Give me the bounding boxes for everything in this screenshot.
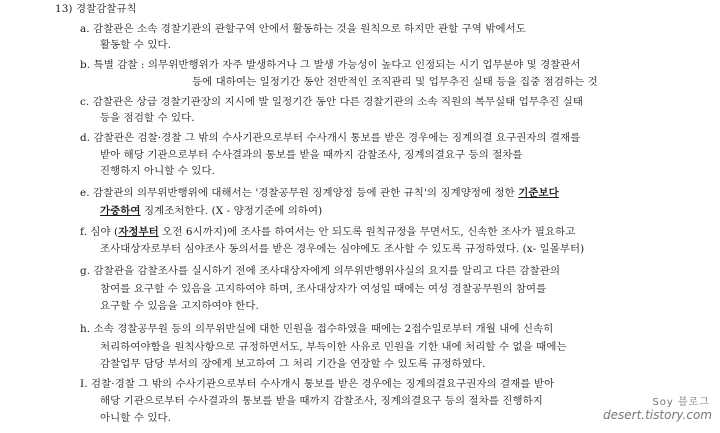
item-e-emphasis-2: 가중하여	[100, 205, 141, 217]
item-e-emphasis-1: 기준보다	[518, 187, 559, 199]
item-e-text-1: e. 감찰관의 의무위반행위에 대해서는 '경찰공무원 징계양정 등에 관한 규칙'의 징계양정에 정한	[80, 187, 519, 199]
item-f-line-2: 조사대상자로부터 심야조사 동의서를 받은 경우에는 심야에도 조사할 수 있도록 규정하였다. (x- 일몰부터)	[100, 243, 585, 255]
watermark-blog-name: Soy 블로그	[652, 397, 710, 408]
item-f-text-1: f. 심야 (	[80, 226, 119, 238]
item-b-line-1: b. 특별 감찰 : 의무위반행위가 자주 발생하거나 그 발생 가능성이 높다고 인정되는 시기 업무분야 및 경찰관서	[80, 59, 581, 71]
item-g-line-2: 참여를 요구할 수 있음을 고지하여야 하며, 조사대상자가 여성일 때에는 여성 경찰공무원의 참여를	[100, 283, 547, 295]
item-a-line-2: 활동할 수 있다.	[100, 39, 172, 51]
item-g-line-1: g. 감찰관을 감찰조사를 실시하기 전에 조사대상자에게 의무위반행위사실의 요지를 알리고 다른 감찰관의	[80, 265, 561, 277]
item-c-line-2: 등을 점검할 수 있다.	[100, 112, 195, 124]
item-d-line-2: 받아 해당 기관으로부터 수사결과의 통보를 받을 때까지 감찰조사, 징계의결요구 등의 절차를	[100, 149, 523, 161]
item-f-line-1	[80, 225, 575, 239]
item-e-text-2: 징계조처한다. (X - 양정기준에 의하여)	[140, 205, 323, 217]
item-b-line-2: 등에 대하여는 일정기간 동안 전반적인 조직관리 및 업무추진 실태 등을 집중 점검하는 것	[192, 76, 598, 88]
item-e-line-1	[80, 186, 559, 200]
item-f-text-2: 오전 6시까지)에 조사를 하여서는 안 되도록 원칙규정을 무면서도, 신속한 조사가 필요하고	[158, 226, 576, 238]
item-g-line-3: 요구할 수 있음을 고지하여야 한다.	[100, 300, 259, 312]
item-i-line-2: 해당 기관으로부터 수사결과의 통보를 받을 때까지 감찰조사, 징계의결요구 등의 절차를 진행하지	[100, 395, 543, 407]
item-d-line-3: 진행하지 아니할 수 있다.	[100, 165, 215, 177]
item-c-line-1: c. 감찰관은 상급 경찰기관장의 지시에 발 일정기간 동안 다른 경찰기관의 소속 직원의 복무실태 업무추진 실태	[80, 96, 584, 108]
section-heading: 13) 경찰감찰규칙	[55, 3, 137, 15]
item-h-line-1: h. 소속 경찰공무원 등의 의무위반실에 대한 민원을 접수하였을 때에는 2접수일로부터 개월 내에 신속히	[80, 323, 554, 335]
item-e-line-2	[100, 204, 322, 218]
item-a-line-1: a. 감찰관은 소속 경찰기관의 관할구역 안에서 활동하는 것을 원칙으로 하지만 관할 구역 밖에서도	[80, 23, 526, 35]
item-i-line-3: 아니할 수 있다.	[100, 412, 172, 424]
item-f-emphasis: 자정부터	[118, 226, 159, 238]
watermark-url: desert.tistory.com	[603, 408, 712, 422]
item-h-line-2: 처리하여야함을 원칙사항으로 규정하면서도, 부득이한 사유로 민원을 기한 내에 처리할 수 없을 때에는	[100, 341, 567, 353]
item-h-line-3: 감찰업무 담당 부서의 장에게 보고하여 그 처리 기간을 연장할 수 있도록 규정하였다.	[100, 358, 486, 370]
item-i-line-1: I. 검찰·경찰 그 밖의 수사기관으로부터 수사개시 통보를 받은 경우에는 징계의결요구권자의 결재를 받아	[80, 378, 555, 390]
item-d-line-1: d. 감찰관은 검찰·경찰 그 밖의 수사기관으로부터 수사개시 통보를 받은 경우에는 징계의결 요구권자의 결재를	[80, 132, 581, 144]
